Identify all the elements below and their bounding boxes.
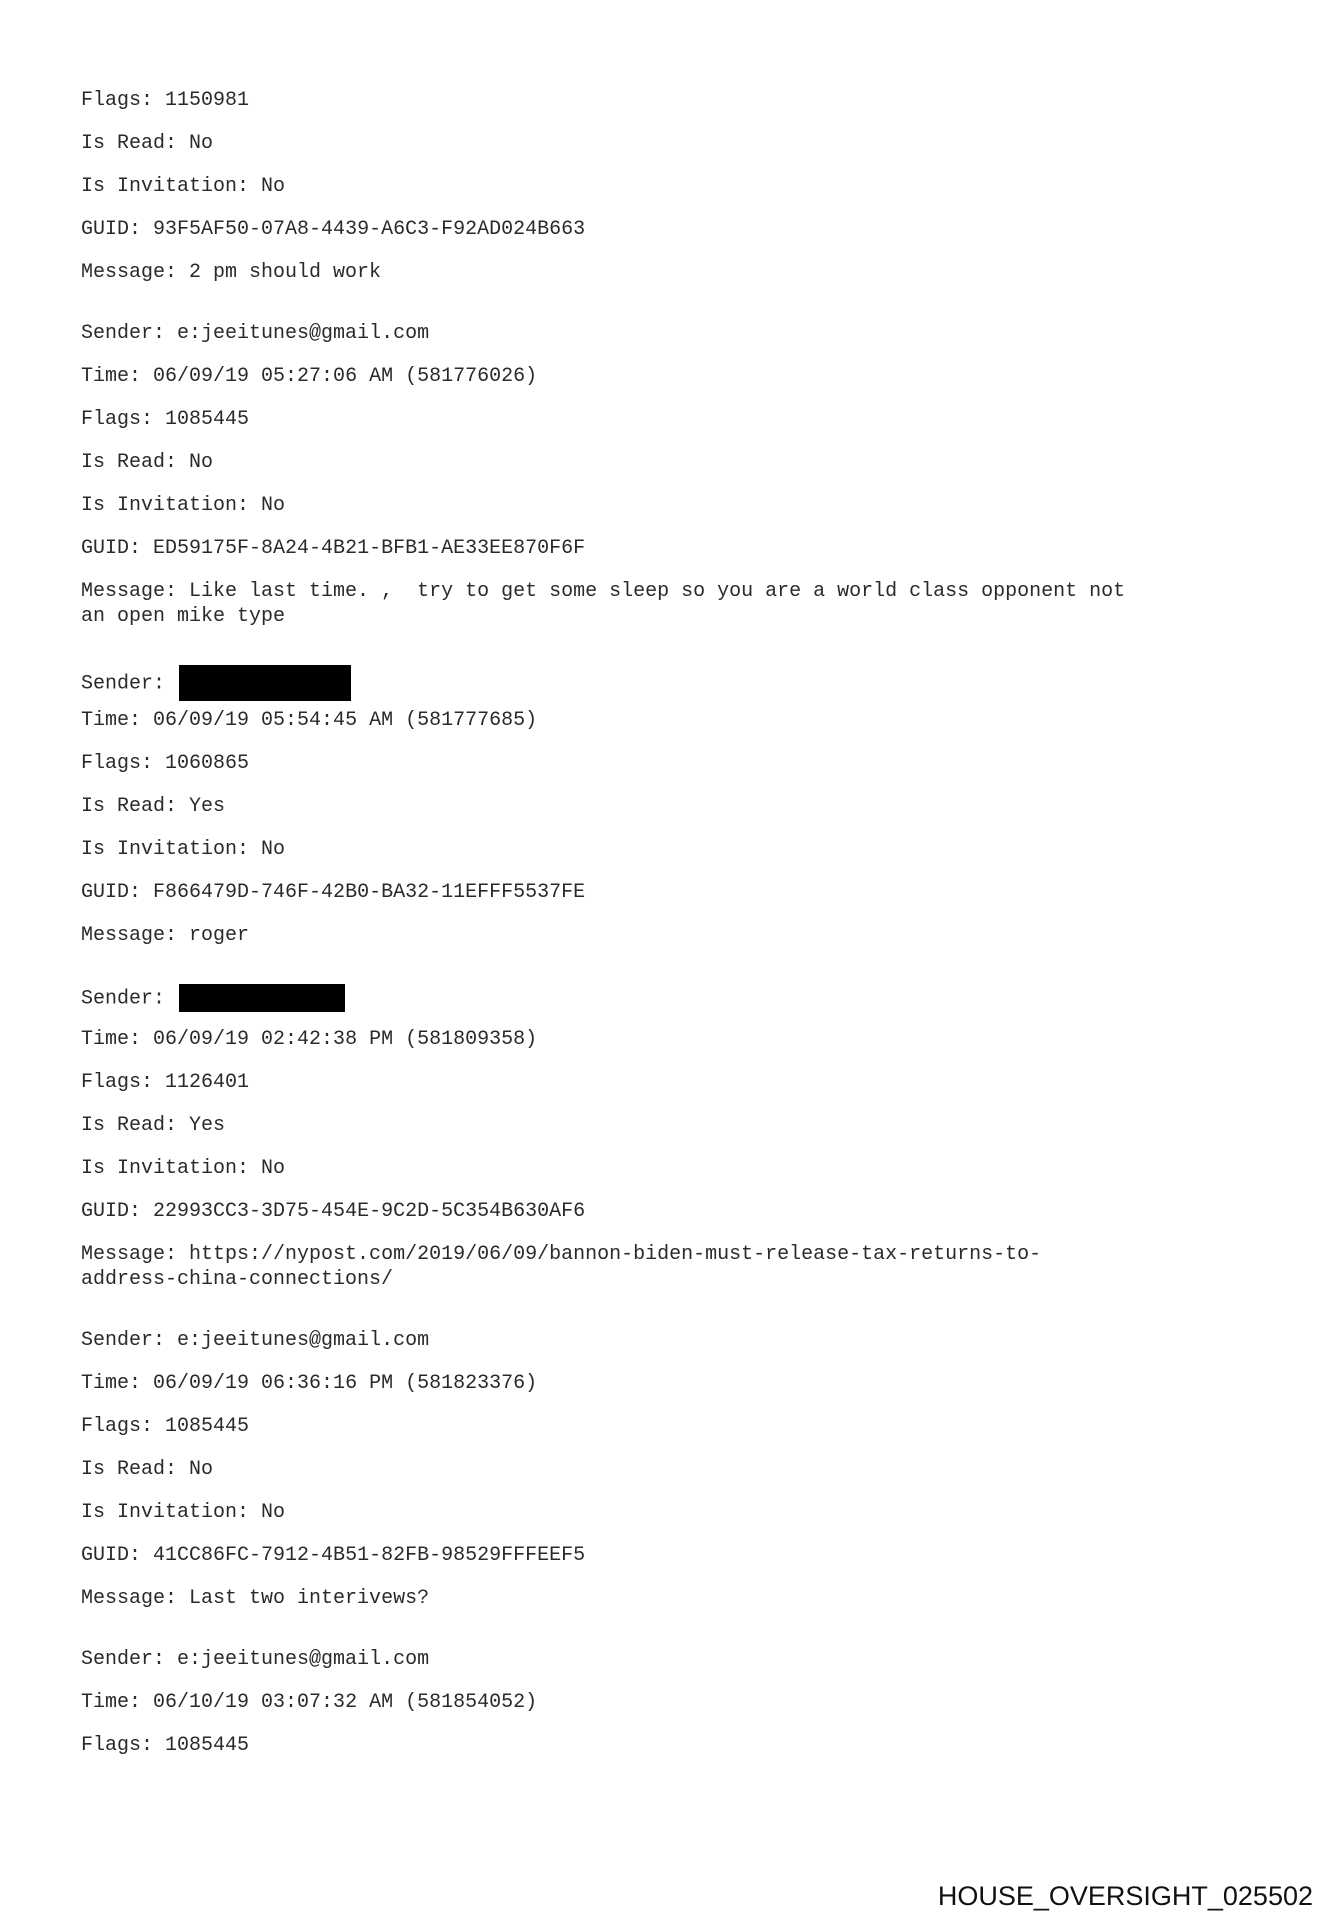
time-value: 06/09/19 06:36:16 PM (581823376) xyxy=(153,1372,538,1395)
field-label: GUID: xyxy=(81,218,142,241)
is-read-value: No xyxy=(189,1458,214,1481)
field-label: GUID: xyxy=(81,1544,142,1567)
field-label: Is Read: xyxy=(81,132,178,155)
flags-value: 1126401 xyxy=(165,1071,250,1094)
field-sender xyxy=(81,321,1261,346)
field-value: 93F5AF50-07A8-4439-A6C3-F92AD024B663 xyxy=(153,218,586,241)
field-value: 2 pm should work xyxy=(189,261,382,284)
field-label: Time: xyxy=(81,1691,142,1714)
sender-value: e:jeeitunes@gmail.com xyxy=(177,1648,430,1671)
field-is-read xyxy=(81,450,1261,475)
field-label: Message: xyxy=(81,924,178,947)
record-separator xyxy=(81,1629,1261,1647)
guid-value: 22993CC3-3D75-454E-9C2D-5C354B630AF6 xyxy=(153,1200,586,1223)
record-separator xyxy=(81,1310,1261,1328)
field-label: Time: xyxy=(81,365,142,388)
field-sender xyxy=(81,984,1261,1009)
field-time xyxy=(81,1027,1261,1052)
field-guid xyxy=(81,880,1261,905)
is-invitation-value: No xyxy=(261,1157,286,1180)
time-value: 06/09/19 05:27:06 AM (581776026) xyxy=(153,365,538,388)
field-label: GUID: xyxy=(81,881,142,904)
guid-value: 41CC86FC-7912-4B51-82FB-98529FFFEEF5 xyxy=(153,1544,586,1567)
field-message xyxy=(81,1242,1261,1292)
field-flags xyxy=(81,1070,1261,1095)
field-label: Time: xyxy=(81,709,142,732)
field-time xyxy=(81,364,1261,389)
redaction-box xyxy=(179,665,351,701)
record-separator xyxy=(81,647,1261,665)
field-label: Flags: xyxy=(81,1734,154,1757)
field-label: Message: xyxy=(81,261,178,284)
field-label: Message: xyxy=(81,1587,178,1610)
field-label: Message: xyxy=(81,580,178,603)
field-label: Time: xyxy=(81,1372,142,1395)
field-is-invitation xyxy=(81,493,1261,518)
is-read-value: Yes xyxy=(189,795,226,818)
field-sender xyxy=(81,665,1261,696)
field-time xyxy=(81,1371,1261,1396)
field-label: Message: xyxy=(81,1243,178,1266)
flags-value: 1085445 xyxy=(165,1734,250,1757)
flags-value: 1085445 xyxy=(165,1415,250,1438)
field-is-read xyxy=(81,794,1261,819)
field-message xyxy=(81,260,1261,285)
field-is-invitation xyxy=(81,837,1261,862)
field-guid xyxy=(81,1543,1261,1568)
sender-value: e:jeeitunes@gmail.com xyxy=(177,1329,430,1352)
field-guid xyxy=(81,536,1261,561)
field-value: No xyxy=(261,175,286,198)
guid-value: F866479D-746F-42B0-BA32-11EFFF5537FE xyxy=(153,881,586,904)
field-is-read xyxy=(81,1457,1261,1482)
message-value: roger xyxy=(189,924,250,947)
field-flags xyxy=(81,88,1261,113)
message-value: Like last time. , try to get some sleep so you are a world class opponent not an open mike type xyxy=(81,580,1126,628)
field-label: GUID: xyxy=(81,537,142,560)
field-flags xyxy=(81,751,1261,776)
field-flags xyxy=(81,1414,1261,1439)
field-flags xyxy=(81,407,1261,432)
message-log xyxy=(81,88,1261,1776)
redaction-box xyxy=(179,984,345,1012)
field-message xyxy=(81,1586,1261,1611)
field-flags xyxy=(81,1733,1261,1758)
field-label: Is Read: xyxy=(81,451,178,474)
time-value: 06/09/19 02:42:38 PM (581809358) xyxy=(153,1028,538,1051)
field-label: Sender: xyxy=(81,1648,166,1671)
field-label: Is Invitation: xyxy=(81,175,250,198)
field-label: Is Read: xyxy=(81,1114,178,1137)
field-time xyxy=(81,1690,1261,1715)
is-read-value: No xyxy=(189,451,214,474)
field-time xyxy=(81,708,1261,733)
field-label: Is Invitation: xyxy=(81,494,250,517)
field-label: Is Invitation: xyxy=(81,1157,250,1180)
field-label: Is Invitation: xyxy=(81,838,250,861)
field-guid xyxy=(81,1199,1261,1224)
field-value: No xyxy=(189,132,214,155)
record-separator xyxy=(81,966,1261,984)
field-label: Sender: xyxy=(81,322,166,345)
field-label: Is Read: xyxy=(81,795,178,818)
field-label: Flags: xyxy=(81,1071,154,1094)
record-separator xyxy=(81,303,1261,321)
field-label: Is Invitation: xyxy=(81,1501,250,1524)
field-is-read xyxy=(81,1113,1261,1138)
field-label: Flags: xyxy=(81,89,154,112)
field-label: Flags: xyxy=(81,1415,154,1438)
sender-value: e:jeeitunes@gmail.com xyxy=(177,322,430,345)
message-value: Last two interivews? xyxy=(189,1587,430,1610)
field-sender xyxy=(81,1647,1261,1672)
field-label: GUID: xyxy=(81,1200,142,1223)
field-label: Sender: xyxy=(81,672,166,696)
is-invitation-value: No xyxy=(261,494,286,517)
flags-value: 1060865 xyxy=(165,752,250,775)
is-invitation-value: No xyxy=(261,838,286,861)
time-value: 06/10/19 03:07:32 AM (581854052) xyxy=(153,1691,538,1714)
field-message xyxy=(81,923,1261,948)
message-value: https://nypost.com/2019/06/09/bannon-biden-must-release-tax-returns-to- address-china-connections/ xyxy=(81,1243,1042,1291)
field-sender xyxy=(81,1328,1261,1353)
field-label: Sender: xyxy=(81,987,166,1011)
field-label: Sender: xyxy=(81,1329,166,1352)
field-is-invitation xyxy=(81,174,1261,199)
time-value: 06/09/19 05:54:45 AM (581777685) xyxy=(153,709,538,732)
field-is-read xyxy=(81,131,1261,156)
is-read-value: Yes xyxy=(189,1114,226,1137)
flags-value: 1085445 xyxy=(165,408,250,431)
bates-number: HOUSE_OVERSIGHT_025502 xyxy=(937,1881,1313,1911)
field-message xyxy=(81,579,1261,629)
field-value: 1150981 xyxy=(165,89,250,112)
field-is-invitation xyxy=(81,1156,1261,1181)
is-invitation-value: No xyxy=(261,1501,286,1524)
field-label: Time: xyxy=(81,1028,142,1051)
field-guid xyxy=(81,217,1261,242)
field-label: Flags: xyxy=(81,752,154,775)
field-label: Flags: xyxy=(81,408,154,431)
guid-value: ED59175F-8A24-4B21-BFB1-AE33EE870F6F xyxy=(153,537,586,560)
field-is-invitation xyxy=(81,1500,1261,1525)
field-label: Is Read: xyxy=(81,1458,178,1481)
